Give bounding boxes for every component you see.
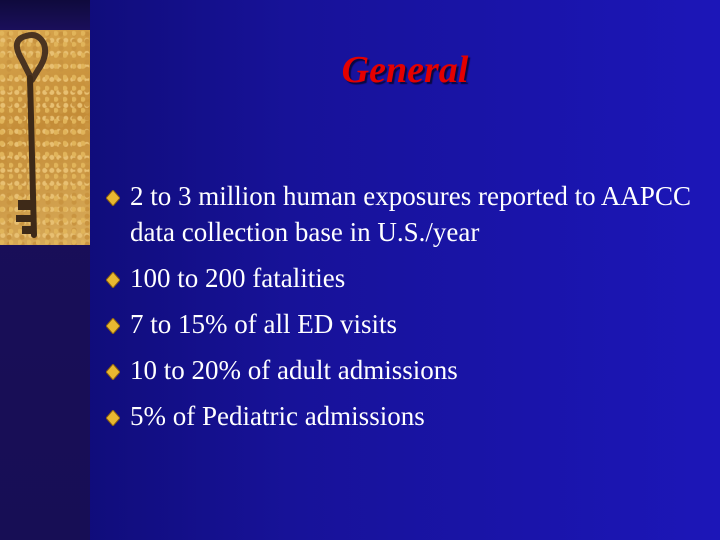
gold-diamond-icon [106, 318, 120, 334]
antique-key-icon [0, 30, 90, 245]
bullet-list [104, 178, 704, 444]
bullet-text: 10 to 20% of adult admissions [130, 355, 458, 385]
list-item [104, 178, 704, 250]
side-image-strip [0, 0, 90, 540]
gold-diamond-icon [106, 272, 120, 288]
photo-border [0, 0, 90, 30]
bullet-text: 2 to 3 million human exposures reported to AAPCC data collection base in U.S./year [130, 181, 691, 247]
gold-diamond-icon [106, 364, 120, 380]
slide-title: General [341, 49, 469, 91]
list-item [104, 306, 704, 342]
list-item [104, 398, 704, 434]
bullet-text: 7 to 15% of all ED visits [130, 309, 397, 339]
bullet-text: 100 to 200 fatalities [130, 263, 346, 293]
gold-diamond-icon [106, 190, 120, 206]
gold-diamond-icon [106, 410, 120, 426]
bullet-text: 5% of Pediatric admissions [130, 401, 425, 431]
list-item [104, 260, 704, 296]
list-item [104, 352, 704, 388]
